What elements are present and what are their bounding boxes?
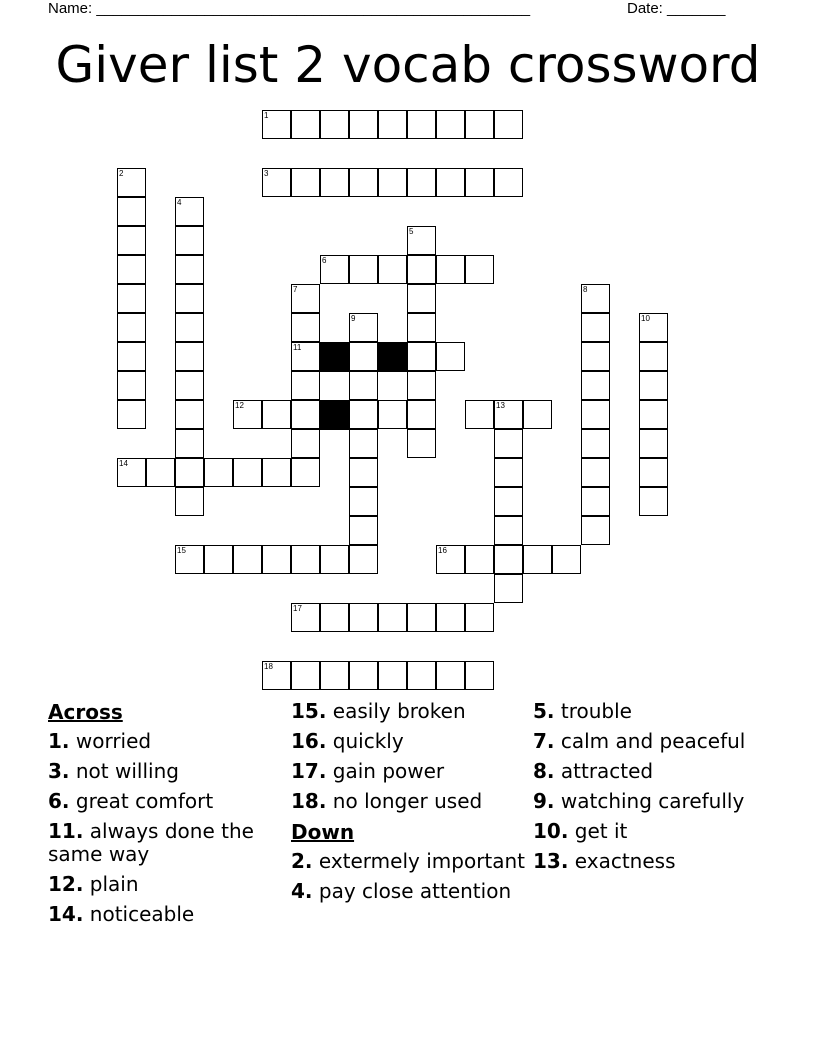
clue-across-18: 18. no longer used [291,789,483,813]
clue-column-1 [48,700,283,933]
clue-across-15: 15. easily broken [291,699,466,723]
grid-cell[interactable] [291,458,320,487]
clue-number: 10 [641,314,650,323]
clue-number: 18 [264,662,273,671]
grid-cell[interactable] [291,313,320,342]
grid-cell[interactable] [175,255,204,284]
grid-cell[interactable] [436,110,465,139]
clue-down-2: 2. extermely important [291,849,526,873]
grid-cell[interactable] [320,661,349,690]
clue-number: 2 [119,169,124,178]
grid-cell[interactable] [291,168,320,197]
across-heading: Across [48,700,123,724]
clue-number: 15 [177,546,186,555]
grid-cell[interactable] [465,110,494,139]
grid-cell[interactable] [465,545,494,574]
grid-cell[interactable] [378,400,407,429]
grid-cell[interactable] [639,458,668,487]
grid-cell[interactable] [581,371,610,400]
grid-cell[interactable] [494,487,523,516]
clue-column-3 [533,700,768,880]
grid-cell[interactable] [349,110,378,139]
grid-cell[interactable] [349,516,378,545]
grid-cell[interactable] [320,603,349,632]
grid-cell[interactable] [233,458,262,487]
grid-cell[interactable] [378,661,407,690]
clue-number: 17 [293,604,302,613]
grid-cell[interactable] [639,371,668,400]
grid-cell[interactable] [175,371,204,400]
grid-cell[interactable] [407,168,436,197]
grid-cell[interactable] [349,400,378,429]
grid-cell[interactable] [494,110,523,139]
grid-cell[interactable] [639,400,668,429]
grid-cell[interactable] [349,168,378,197]
grid-cell[interactable] [349,661,378,690]
grid-cell[interactable] [465,400,494,429]
date-label: Date: _______ [627,0,726,17]
clue-number: 5 [409,227,414,236]
grid-cell[interactable] [378,168,407,197]
clue-number: 8 [583,285,588,294]
grid-cell[interactable] [407,255,436,284]
grid-cell[interactable] [465,255,494,284]
grid-cell[interactable] [552,545,581,574]
clue-down-7: 7. calm and peaceful [533,729,746,753]
name-label: Name: ____________________________________________________ [48,0,531,17]
grid-cell[interactable] [175,400,204,429]
grid-cell[interactable] [436,603,465,632]
grid-cell[interactable] [291,400,320,429]
clue-down-8: 8. attracted [533,759,654,783]
grid-cell[interactable] [436,255,465,284]
grid-cell[interactable] [494,458,523,487]
grid-cell[interactable] [494,574,523,603]
clue-number: 7 [293,285,298,294]
grid-cell[interactable] [349,429,378,458]
clue-across-6: 6. great comfort [48,789,214,813]
clue-number: 1 [264,111,269,120]
grid-cell[interactable] [117,226,146,255]
clue-down-5: 5. trouble [533,699,632,723]
grid-cell[interactable] [291,545,320,574]
grid-cell[interactable] [407,342,436,371]
grid-cell[interactable] [320,545,349,574]
clue-across-1: 1. worried [48,729,152,753]
grid-cell[interactable] [581,516,610,545]
grid-cell[interactable] [291,371,320,400]
clue-column-2 [291,700,526,910]
page-title: Giver list 2 vocab crossword [55,36,761,94]
grid-cell[interactable] [407,603,436,632]
grid-cell[interactable] [291,110,320,139]
grid-cell[interactable] [581,429,610,458]
grid-cell[interactable] [407,400,436,429]
grid-cell[interactable] [639,429,668,458]
clue-down-10: 10. get it [533,819,628,843]
grid-cell[interactable] [639,342,668,371]
grid-cell[interactable] [581,458,610,487]
grid-cell[interactable] [581,342,610,371]
grid-cell[interactable] [349,371,378,400]
clue-across-12: 12. plain [48,872,139,896]
clue-number: 14 [119,459,128,468]
grid-cell[interactable] [175,313,204,342]
black-square [320,342,350,372]
grid-cell[interactable] [523,545,552,574]
grid-cell[interactable] [581,313,610,342]
clue-down-4: 4. pay close attention [291,879,512,903]
grid-cell[interactable] [523,400,552,429]
grid-cell[interactable] [465,168,494,197]
grid-cell[interactable] [262,400,291,429]
grid-cell[interactable] [175,284,204,313]
grid-cell[interactable] [494,429,523,458]
grid-cell[interactable] [349,603,378,632]
clue-across-17: 17. gain power [291,759,445,783]
clue-number: 16 [438,546,447,555]
grid-cell[interactable] [378,255,407,284]
grid-cell[interactable] [146,458,175,487]
grid-cell[interactable] [175,342,204,371]
grid-cell[interactable] [581,400,610,429]
clue-number: 13 [496,401,505,410]
grid-cell[interactable] [262,458,291,487]
down-heading: Down [291,820,355,844]
grid-cell[interactable] [436,342,465,371]
grid-cell[interactable] [407,371,436,400]
grid-cell[interactable] [349,458,378,487]
grid-cell[interactable] [407,110,436,139]
grid-cell[interactable] [117,400,146,429]
grid-cell[interactable] [204,545,233,574]
clue-across-3: 3. not willing [48,759,179,783]
grid-cell[interactable] [465,603,494,632]
grid-cell[interactable] [349,487,378,516]
grid-cell[interactable] [117,197,146,226]
grid-cell[interactable] [175,429,204,458]
grid-cell[interactable] [117,371,146,400]
grid-cell[interactable] [175,226,204,255]
grid-cell[interactable] [320,168,349,197]
clue-across-11: 11. always done the same way [48,819,254,866]
black-square [320,400,350,430]
grid-cell[interactable] [436,168,465,197]
clue-number: 11 [293,343,302,352]
clue-number: 12 [235,401,244,410]
clue-number: 9 [351,314,356,323]
grid-cell[interactable] [407,429,436,458]
grid-cell[interactable] [407,313,436,342]
clue-number: 4 [177,198,182,207]
black-square [378,342,408,372]
clue-down-9: 9. watching carefully [533,789,745,813]
clue-across-16: 16. quickly [291,729,404,753]
grid-cell[interactable] [639,487,668,516]
grid-cell[interactable] [407,284,436,313]
grid-cell[interactable] [204,458,233,487]
grid-cell[interactable] [436,661,465,690]
clue-down-13: 13. exactness [533,849,676,873]
grid-cell[interactable] [117,342,146,371]
grid-cell[interactable] [378,603,407,632]
grid-cell[interactable] [349,342,378,371]
grid-cell[interactable] [407,661,436,690]
grid-cell[interactable] [233,545,262,574]
grid-cell[interactable] [262,545,291,574]
grid-cell[interactable] [349,545,378,574]
clue-number: 6 [322,256,327,265]
grid-cell[interactable] [175,458,204,487]
grid-cell[interactable] [378,110,407,139]
grid-cell[interactable] [581,487,610,516]
grid-cell[interactable] [349,255,378,284]
grid-cell[interactable] [465,661,494,690]
grid-cell[interactable] [175,487,204,516]
grid-cell[interactable] [494,516,523,545]
grid-cell[interactable] [291,429,320,458]
grid-cell[interactable] [494,168,523,197]
grid-cell[interactable] [117,284,146,313]
clue-across-14: 14. noticeable [48,902,195,926]
grid-cell[interactable] [320,110,349,139]
grid-cell[interactable] [117,255,146,284]
grid-cell[interactable] [117,313,146,342]
grid-cell[interactable] [291,661,320,690]
grid-cell[interactable] [494,545,523,574]
clue-number: 3 [264,169,269,178]
